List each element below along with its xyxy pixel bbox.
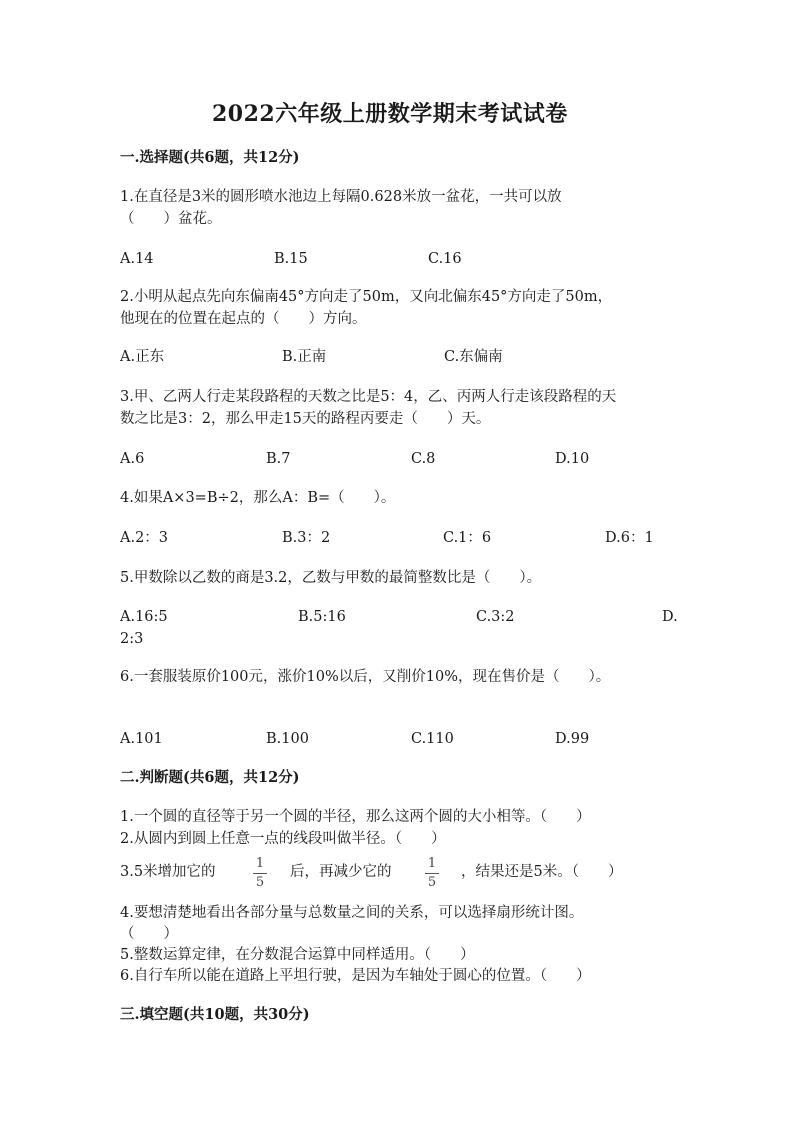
question-6-text: 6.一套服装原价100元，涨价10%以后，又削价10%，现在售价是（ ）。: [120, 669, 611, 685]
fraction-numerator: 1: [255, 856, 265, 871]
question-4-option-b: B.3：2: [282, 530, 331, 546]
judge-4-text: 4.要想清楚地看出各部分量与总数量之间的关系，可以选择扇形统计图。: [120, 905, 584, 921]
fraction-one-fifth: [425, 857, 439, 890]
page-title: 2022六年级上册数学期末考试试卷: [212, 101, 568, 127]
question-4-option-c: C.1：6: [443, 530, 492, 546]
question-6-option-a: A.101: [120, 731, 163, 747]
judge-3-text-part3: ，结果还是5米。（ ）: [461, 864, 623, 880]
question-1-option-b: B.15: [274, 251, 308, 267]
question-2-option-b: B.正南: [282, 349, 327, 365]
question-2-text-cont: 他现在的位置在起点的（ ）方向。: [120, 311, 367, 327]
question-2-option-a: A.正东: [120, 349, 165, 365]
question-5-option-d: D.: [662, 609, 678, 625]
question-3-option-d: D.10: [555, 451, 590, 467]
question-6-option-c: C.110: [411, 731, 454, 747]
question-3-text-cont: 数之比是3：2，那么甲走15天的路程丙要走（ ）天。: [120, 411, 491, 427]
question-5-option-c: C.3:2: [476, 609, 515, 625]
question-3-option-b: B.7: [266, 451, 291, 467]
section-heading-fill: 三.填空题(共10题，共30分): [120, 1006, 310, 1023]
judge-1-text: 1.一个圆的直径等于另一个圆的半径，那么这两个圆的大小相等。（ ）: [120, 809, 591, 825]
section-heading-judge: 二.判断题(共6题，共12分): [120, 769, 300, 786]
question-1-option-c: C.16: [428, 251, 462, 267]
question-2-text: 2.小明从起点先向东偏南45°方向走了50m，又向北偏东45°方向走了50m，: [120, 289, 613, 305]
question-1-text-cont: （ ）盆花。: [120, 211, 222, 227]
judge-4-text-cont: （ ）: [120, 926, 178, 942]
fraction-denominator: 5: [255, 875, 265, 890]
question-3-text: 3.甲、乙两人行走某段路程的天数之比是5：4，乙、丙两人行走该段路程的天: [120, 389, 617, 405]
question-5-option-d-value: 2:3: [120, 631, 144, 647]
question-3-option-c: C.8: [411, 451, 436, 467]
fraction-denominator: 5: [427, 875, 437, 890]
question-6-option-b: B.100: [266, 731, 309, 747]
question-6-option-d: D.99: [555, 731, 590, 747]
fraction-numerator: 1: [427, 856, 437, 871]
question-5-text: 5.甲数除以乙数的商是3.2，乙数与甲数的最简整数比是（ ）。: [120, 570, 542, 586]
judge-5-text: 5.整数运算定律，在分数混合运算中同样适用。（ ）: [120, 947, 475, 963]
question-5-option-b: B.5:16: [298, 609, 346, 625]
section-heading-choice: 一.选择题(共6题，共12分): [120, 149, 300, 166]
fraction-bar: [253, 873, 267, 874]
fraction-bar: [425, 873, 439, 874]
fraction-one-fifth: [253, 857, 267, 890]
judge-2-text: 2.从圆内到圆上任意一点的线段叫做半径。（ ）: [120, 831, 446, 847]
judge-6-text: 6.自行车所以能在道路上平坦行驶，是因为车轴处于圆心的位置。（ ）: [120, 968, 591, 984]
judge-3-text-part1: 3.5米增加它的: [120, 864, 216, 880]
question-1-text: 1.在直径是3米的圆形喷水池边上每隔0.628米放一盆花，一共可以放: [120, 189, 562, 205]
question-3-option-a: A.6: [120, 451, 145, 467]
question-2-option-c: C.东偏南: [444, 349, 503, 365]
question-1-option-a: A.14: [120, 251, 154, 267]
judge-3-text-part2: 后，再减少它的: [290, 864, 392, 880]
question-4-option-a: A.2：3: [120, 530, 169, 546]
question-5-option-a: A.16:5: [120, 609, 168, 625]
question-4-option-d: D.6：1: [605, 530, 654, 546]
question-4-text: 4.如果A×3=B÷2，那么A：B=（ ）。: [120, 490, 396, 506]
